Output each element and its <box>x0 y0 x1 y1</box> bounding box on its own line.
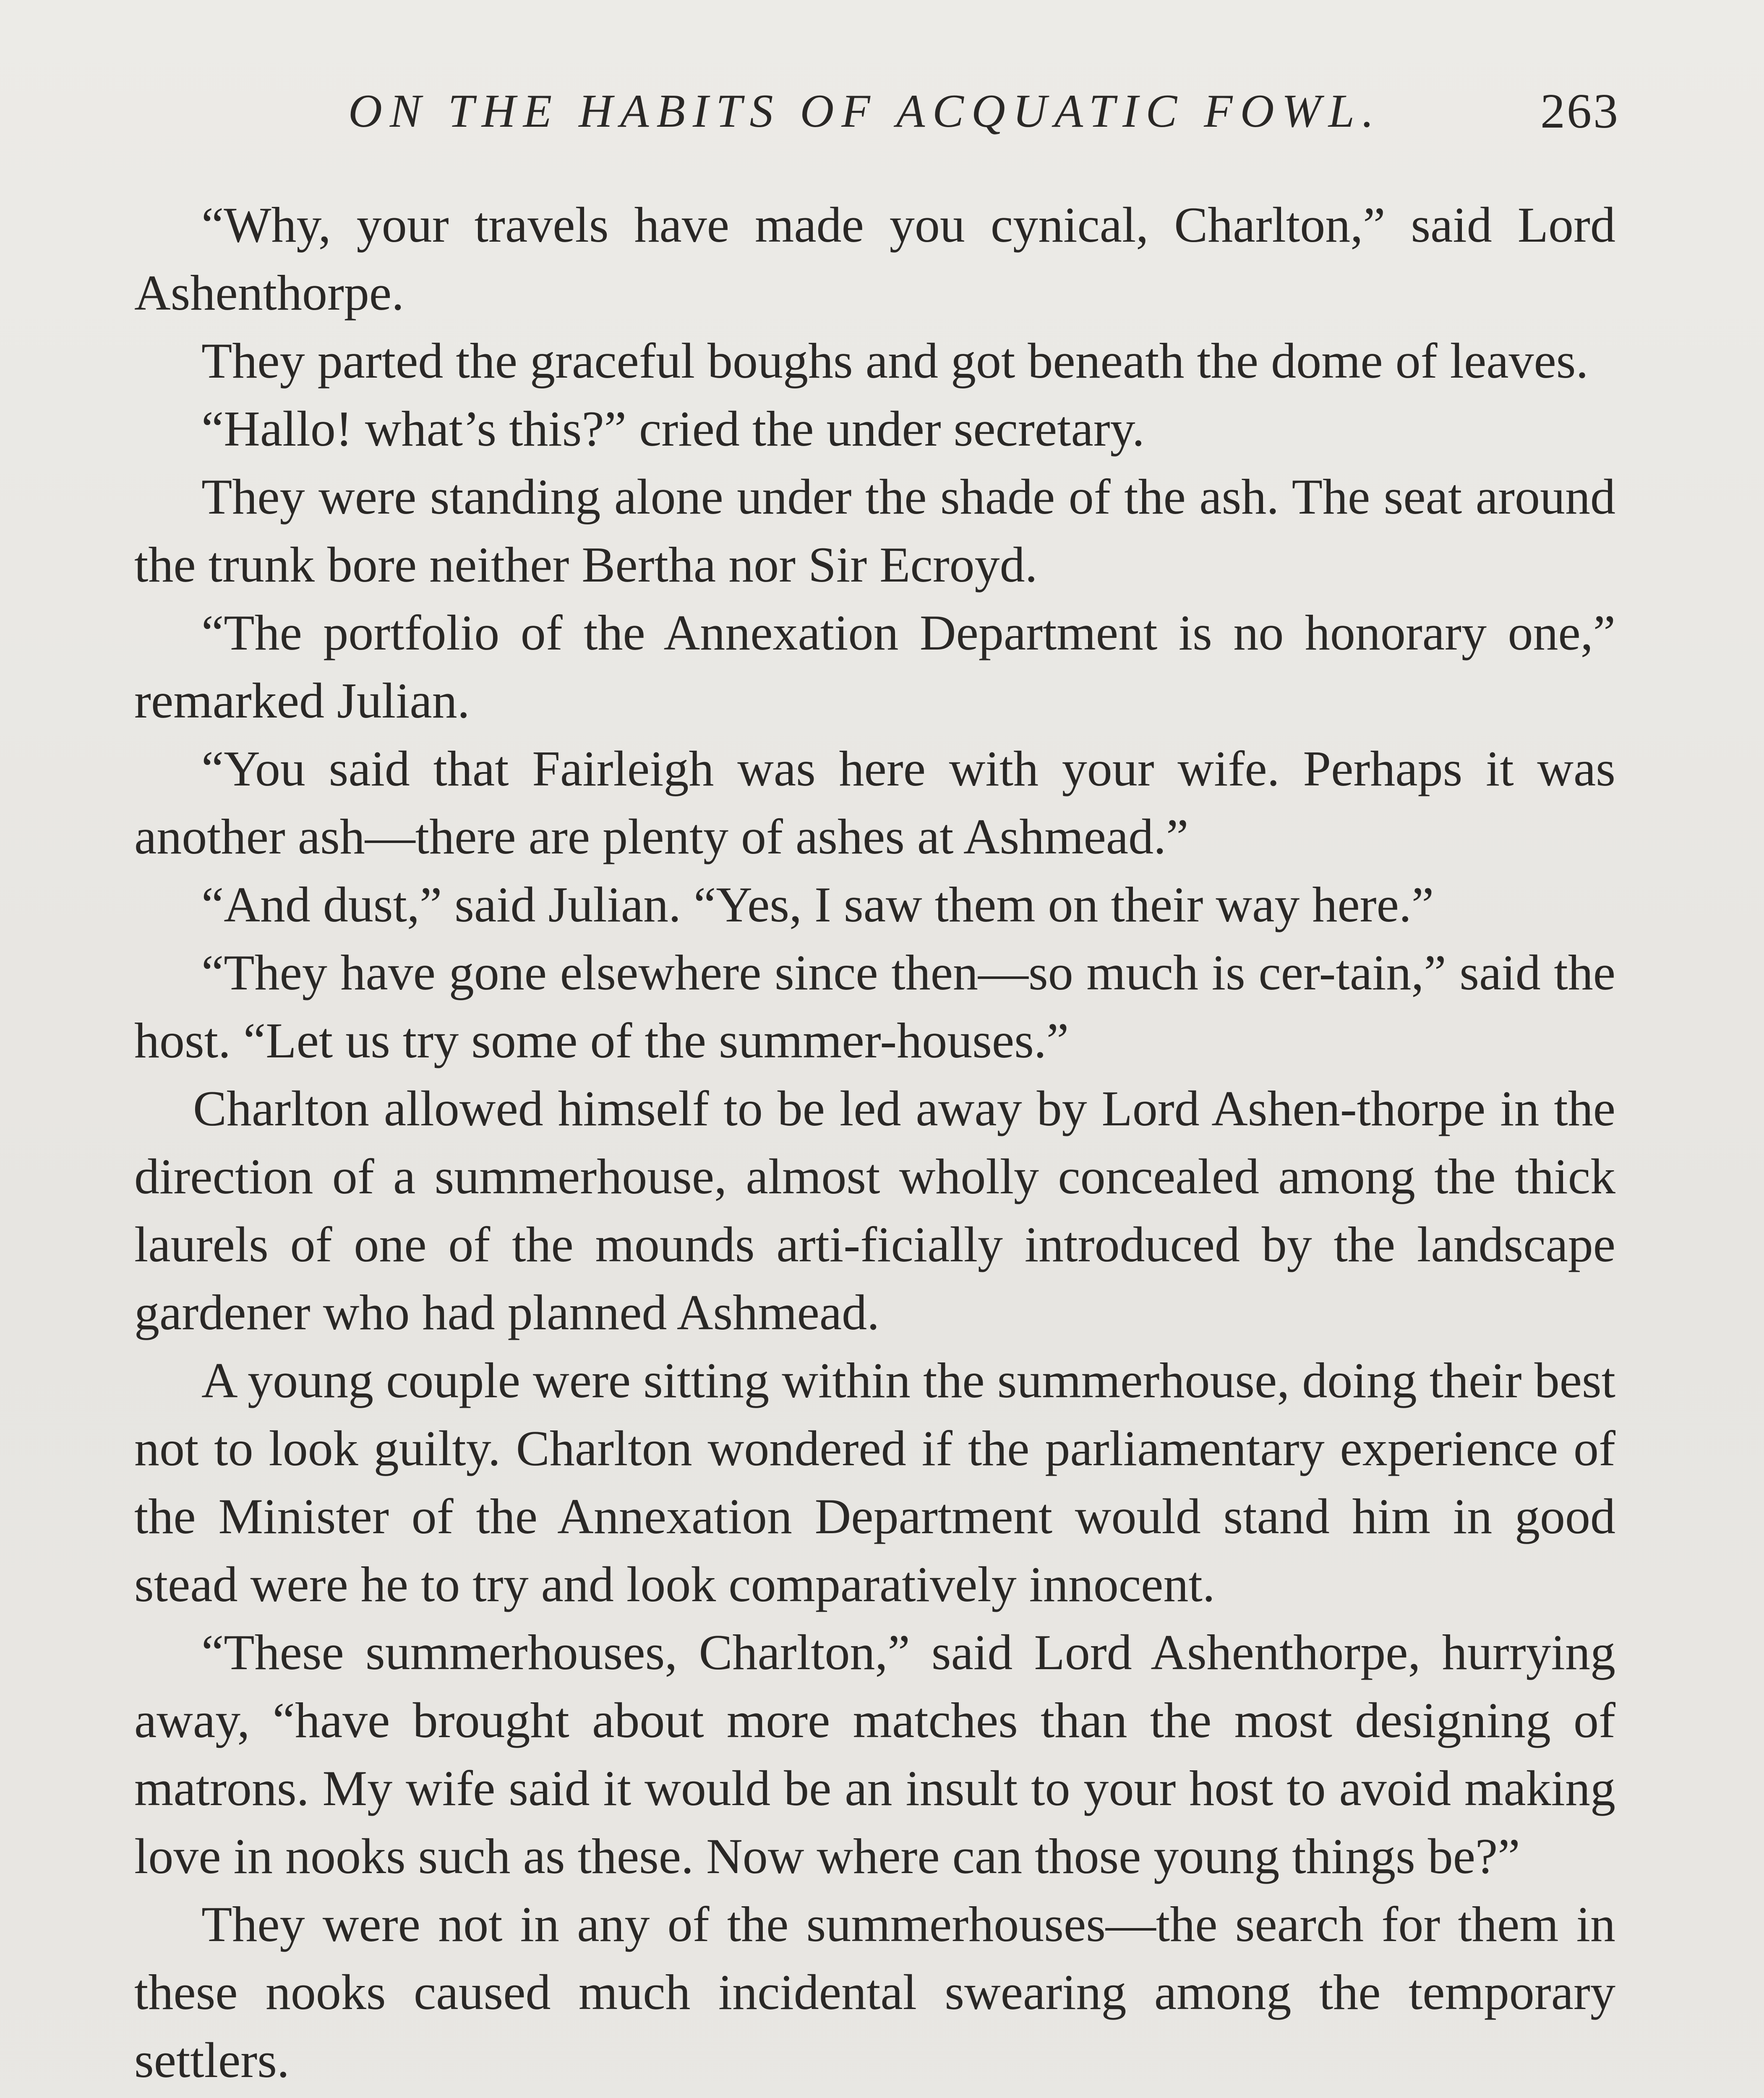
paragraph: “These summerhouses, Charlton,” said Lord Ashenthorpe, hurrying away, “have brought about more matches than the most designing of matrons. My wife said it would be an insult to your host to avoid making love in nooks such as these. Now where can those young things be?” <box>134 1624 1615 1884</box>
paragraph: They parted the graceful boughs and got beneath the dome of leaves. <box>201 333 1589 389</box>
page-header <box>348 80 1620 143</box>
paragraph: “And dust,” said Julian. “Yes, I saw them on their way here.” <box>201 877 1434 932</box>
paragraph: “Why, your travels have made you cynical, Charlton,” said Lord Ashenthorpe. <box>134 197 1615 321</box>
body-text <box>134 191 1615 2094</box>
page-number: 263 <box>1540 84 1620 138</box>
paragraph: They were standing alone under the shade of the ash. The seat around the trunk bore neither Bertha nor Sir Ecroyd. <box>134 469 1615 592</box>
paragraph: A young couple were sitting within the summerhouse, doing their best not to look guilty. Charlton wondered if the parliamentary experience of the Minister of the Annexation Department would stand him in good stead were he to try and look comparatively innocent. <box>134 1352 1615 1612</box>
paragraph: They were not in any of the summerhouses—the search for them in these nooks caused much incidental swearing among the temporary settlers. <box>134 1896 1615 2088</box>
running-title: ON THE HABITS OF ACQUATIC FOWL. <box>348 85 1382 137</box>
paragraph: “Hallo! what’s this?” cried the under secretary. <box>201 401 1145 457</box>
paragraph: “You said that Fairleigh was here with your wife. Perhaps it was another ash—there are plenty of ashes at Ashmead.” <box>134 741 1615 864</box>
paragraph: “They have gone elsewhere since then—so much is cer-tain,” said the host. “Let us try some of the summer-houses.” <box>134 945 1615 1068</box>
paragraph: Charlton allowed himself to be led away by Lord Ashen-thorpe in the direction of a summerhouse, almost wholly concealed among the thick laurels of one of the mounds arti-ficially introduced by the landscape gardener who had planned Ashmead. <box>134 1080 1615 1340</box>
paragraph: “The portfolio of the Annexation Department is no honorary one,” remarked Julian. <box>134 605 1615 728</box>
